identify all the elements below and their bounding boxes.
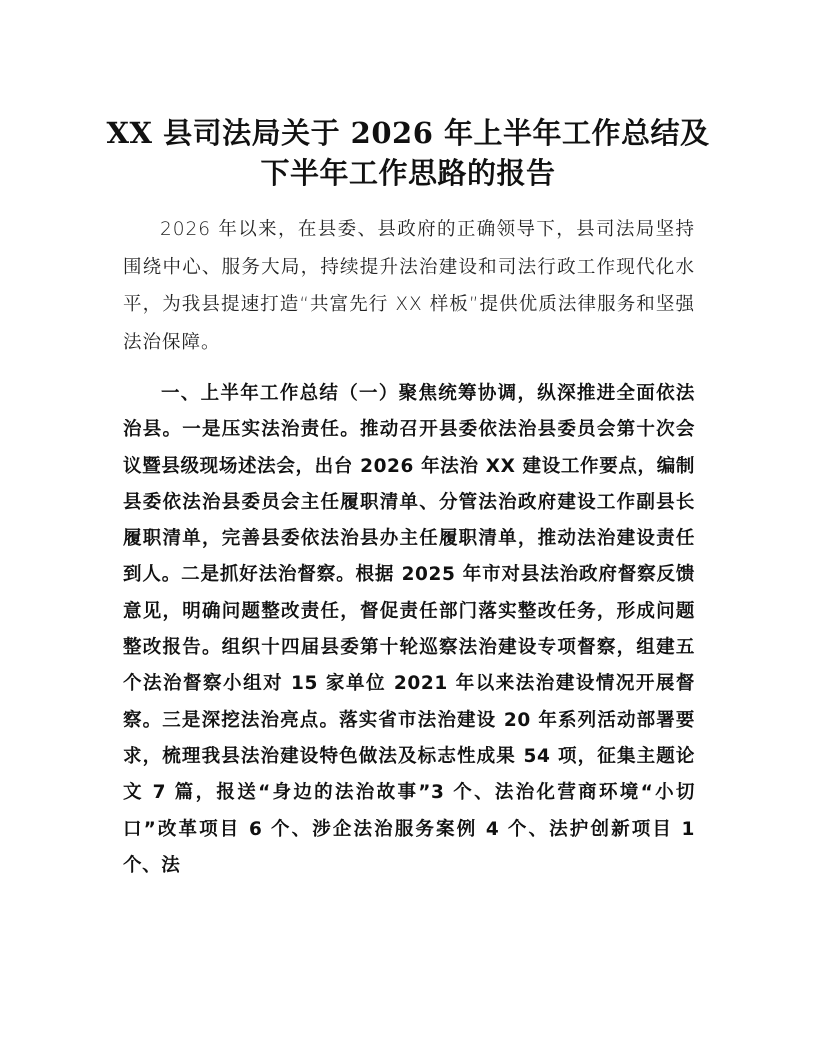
intro-paragraph: 2026 年以来，在县委、县政府的正确领导下，县司法局坚持围绕中心、服务大局，持续提升法治建设和司法行政工作现代化水平，为我县提速打造“共富先行 XX 样板”提供优质法律服务和坚强法治保障。: [123, 219, 695, 353]
document-title-line-1: XX 县司法局关于 2026 年上半年工作总结及: [106, 116, 710, 150]
document-title-line-2: 下半年工作思路的报告: [260, 156, 556, 190]
section-1-paragraph: 一、上半年工作总结（一）聚焦统筹协调，纵深推进全面依法治县。一是压实法治责任。推动召开县委依法治县委员会第十次会议暨县级现场述法会，出台 2026 年法治 XX 建设工作要点，编制县委依法治县委员会主任履职清单、分管法治政府建设工作副县长履职清单，完善县委依法治县办主任履职清单，推动法治建设责任到人。二是抓好法治督察。根据 2025 年市对县法治政府督察反馈意见，明确问题整改责任，督促责任部门落实整改任务，形成问题整改报告。组织十四届县委第十轮巡察法治建设专项督察，组建五个法治督察小组对 15 家单位 2021 年以来法治建设情况开展督察。三是深挖法治亮点。落实省市法治建设 20 年系列活动部署要求，梳理我县法治建设特色做法及标志性成果 54 项，征集主题论文 7 篇，报送“身边的法治故事”3 个、法治化营商环境“小切口”改革项目 6 个、涉企法治服务案例 4 个、法护创新项目 1 个、法: [123, 383, 695, 876]
